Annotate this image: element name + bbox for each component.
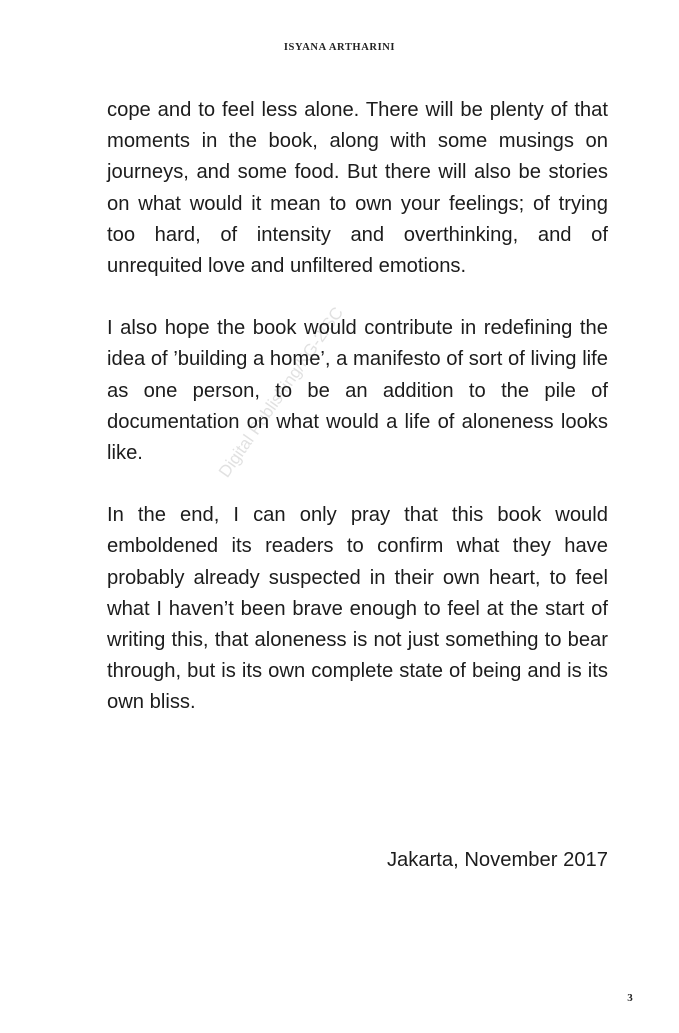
paragraph: I also hope the book would contribute in redefining the idea of ’building a home’, a manifesto of sort of living life as one person, to be an addition to the pile of documentation on what would a life of aloneness looks like. xyxy=(107,317,608,465)
paragraph: In the end, I can only pray that this book would emboldened its readers to confirm what they have probably already suspected in their own heart, to feel what I haven’t been brave enough to feel at the start of writing this, that aloneness is not just something to bear through, but is its own complete state of being and is its own bliss. xyxy=(107,504,608,714)
page-number: 3 xyxy=(627,992,633,1004)
running-header: ISYANA ARTHARINI xyxy=(283,42,396,53)
paragraph: cope and to feel less alone. There will be plenty of that moments in the book, along with some musings on journeys, and some food. But there will also be stories on what would it mean to own your feelings; of trying too hard, of intensity and overthinking, and of unrequited love and unfiltered emotions. xyxy=(107,99,608,278)
watermark: Digital Publishing/KG-2/SC xyxy=(215,303,348,481)
signoff-place-date: Jakarta, November 2017 xyxy=(386,849,608,871)
body-text xyxy=(107,95,608,750)
